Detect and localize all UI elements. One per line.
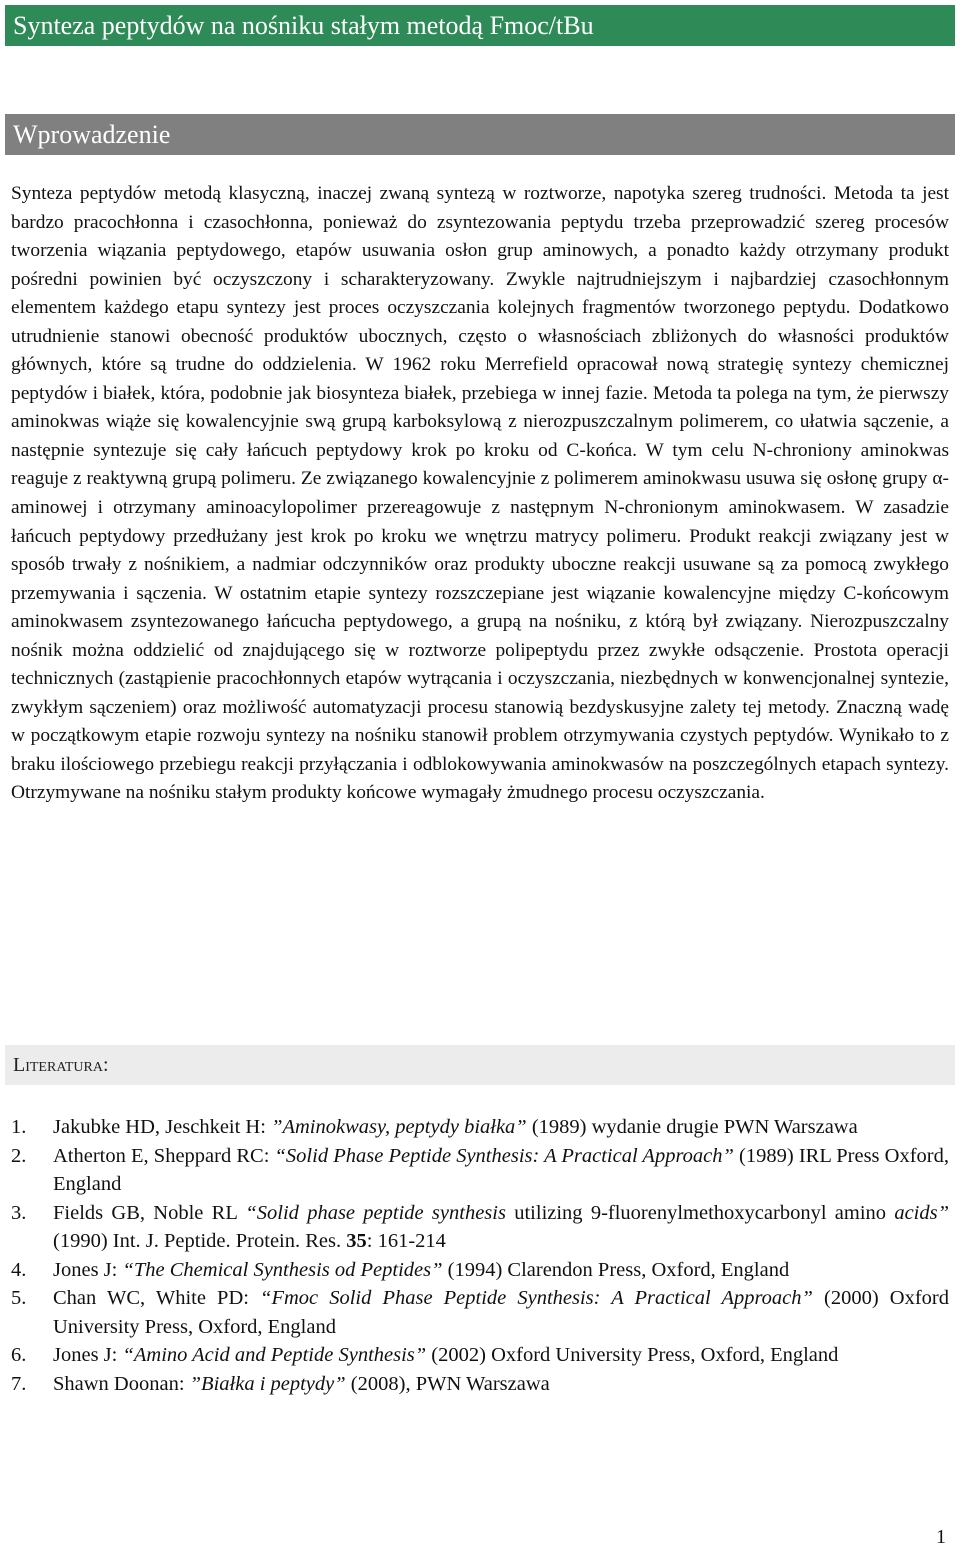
reference-text: Atherton E, Sheppard RC: “Solid Phase Peptide Synthesis: A Practical Approach” (1989) IRL Press Oxford, England xyxy=(53,1144,949,1195)
reference-number: 1. xyxy=(11,1116,27,1138)
section-heading: Wprowadzenie xyxy=(5,114,955,155)
reference-item xyxy=(11,1199,949,1256)
reference-item xyxy=(11,1142,949,1199)
reference-item xyxy=(11,1341,949,1370)
reference-list xyxy=(11,1113,949,1398)
reference-number: 4. xyxy=(11,1258,27,1281)
reference-item xyxy=(11,1284,949,1341)
reference-text: Fields GB, Noble RL “Solid phase peptide synthesis utilizing 9-fluorenylmethoxycarbonyl amino acids” (1990) Int. J. Peptide. Protein. Res. 35: 161-214 xyxy=(53,1201,950,1252)
reference-number: 5. xyxy=(11,1287,27,1309)
reference-text: Jones J: “The Chemical Synthesis od Peptides” (1994) Clarendon Press, Oxford, England xyxy=(53,1258,790,1281)
reference-number: 7. xyxy=(11,1372,27,1395)
reference-item xyxy=(11,1370,949,1399)
reference-text: Chan WC, White PD: “Fmoc Solid Phase Peptide Synthesis: A Practical Approach” (2000) Oxford University Press, Oxford, England xyxy=(53,1287,949,1338)
reference-number: 2. xyxy=(11,1144,27,1167)
reference-item xyxy=(11,1256,949,1285)
body-paragraph: Synteza peptydów metodą klasyczną, inaczej zwaną syntezą w roztworze, napotyka szereg trudności. Metoda ta jest bardzo pracochłonna i czasochłonna, ponieważ do zsyntezowania peptydu trzeba przeprowadzić szereg procesów tworzenia wiązania peptydowego, etapów usuwania osłon grup aminowych, a ponadto każdy otrzymany produkt pośredni powinien być oczyszczony i scharakteryzowany. Zwykle najtrudniejszym i najbardziej czasochłonnym elementem każdego etapu syntezy jest proces oczyszczania kolejnych fragmentów tworzonego peptydu. Dodatkowo utrudnienie stanowi obecność produktów ubocznych, często o własnościach zbliżonych do własności produktów głównych, które są trudne do oddzielenia. W 1962 roku Merrefield opracował nową strategię syntezy chemicznej peptydów i białek, która, podobnie jak biosynteza białek, przebiega w innej fazie. Metoda ta polega na tym, że pierwszy aminokwas wiąże się kowalencyjnie swą grupą karboksylową z nierozpuszczalnym polimerem, co ułatwia sączenie, a następnie syntezuje się cały łańcuch peptydowy krok po kroku od C-końca. W tym celu N-chroniony aminokwas reaguje z reaktywną grupą polimeru. Ze związanego kowalencyjnie z polimerem aminokwasu usuwa się osłonę grupy α-aminowej i otrzymany aminoacylopolimer przereagowuje z następnym N-chronionym aminokwasem. W zasadzie łańcuch peptydowy przedłużany jest krok po kroku we wnętrzu matrycy polimeru. Produkt reakcji związany jest w sposób trwały z nośnikiem, a nadmiar odczynników oraz produkty uboczne reakcji usuwane są za pomocą zwykłego przemywania i sączenia. W ostatnim etapie syntezy rozszczepiane jest wiązanie kowalencyjne między C-końcowym aminokwasem zsyntezowanego łańcucha peptydowego, a grupą na nośniku, z którą był związany. Nierozpuszczalny nośnik można oddzielić od znajdującego się w roztworze polipeptydu przez zwykłe odsączenie. Prostota operacji technicznych (zastąpienie pracochłonnych etapów wytrącania i oczyszczania, niezbędnych w konwencjonalnej syntezie, zwykłym sączeniem) oraz możliwość automatyzacji procesu stanowią bezdyskusyjne zalety tej metody. Znaczną wadę w początkowym etapie rozwoju syntezy na nośniku stanowił problem otrzymywania czystych peptydów. Wynikało to z braku ilościowego przebiegu reakcji przyłączania i odblokowywania aminokwasów na poszczególnych etapach syntezy. Otrzymywane na nośniku stałym produkty końcowe wymagały żmudnego procesu oczyszczania. xyxy=(11,183,949,804)
reference-text: Jakubke HD, Jeschkeit H: ”Aminokwasy, peptydy białka” (1989) wydanie drugie PWN Warszawa xyxy=(53,1116,858,1138)
literature-heading: Literatura: xyxy=(5,1045,955,1085)
reference-text: Jones J: “Amino Acid and Peptide Synthesis” (2002) Oxford University Press, Oxford, England xyxy=(53,1344,839,1366)
reference-number: 3. xyxy=(11,1201,27,1224)
reference-text: Shawn Doonan: ”Białka i peptydy” (2008), PWN Warszawa xyxy=(53,1372,550,1395)
page-number: 1 xyxy=(936,1526,946,1548)
page-title: Synteza peptydów na nośniku stałym metodą Fmoc/tBu xyxy=(5,5,955,46)
reference-number: 6. xyxy=(11,1344,27,1366)
reference-item xyxy=(11,1113,949,1142)
